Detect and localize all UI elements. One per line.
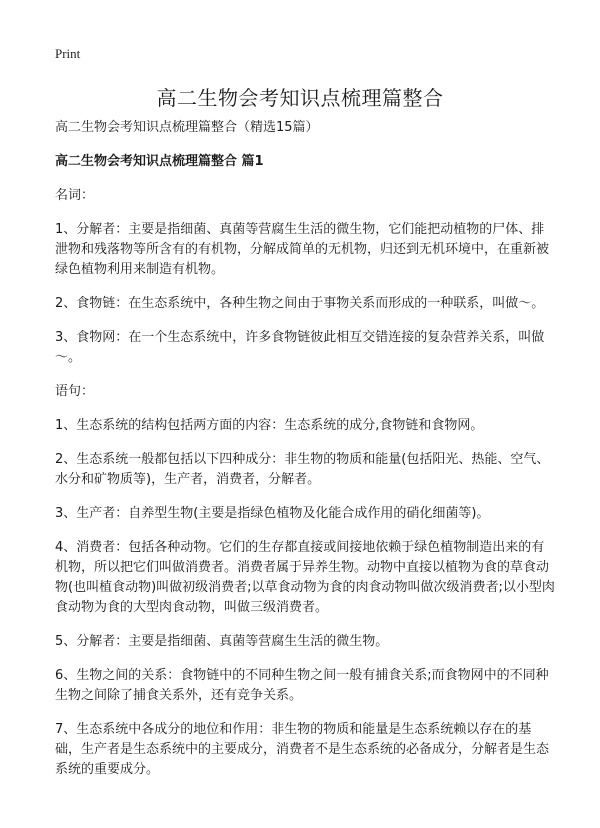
print-link[interactable]: Print bbox=[55, 46, 81, 61]
nouns-label: 名词： bbox=[55, 188, 95, 203]
document-body bbox=[55, 118, 555, 794]
sentence-paragraph: 2、生态系统一般都包括以下四种成分：非生物的物质和能量(包括阳光、热能、空气、水分和矿物质等)，生产者，消费者，分解者。 bbox=[55, 452, 550, 487]
section-heading: 高二生物会考知识点梳理篇整合 篇1 bbox=[55, 154, 264, 169]
sentence-paragraph: 7、生态系统中各成分的地位和作用：非生物的物质和能量是生态系统赖以存在的基础，生产者是生态系统中的主要成分，消费者不是生态系统的必备成分，分解者是生态系统的重要成分。 bbox=[55, 722, 550, 777]
sentence-paragraph: 1、生态系统的结构包括两方面的内容：生态系统的成分,食物链和食物网。 bbox=[55, 418, 484, 433]
sentences-label: 语句： bbox=[55, 384, 95, 399]
noun-paragraph: 3、食物网：在一个生态系统中，许多食物链彼此相互交错连接的复杂营养关系，叫做～。 bbox=[55, 330, 545, 365]
noun-paragraph: 2、食物链：在生态系统中，各种生物之间由于事物关系而形成的一种联系，叫做～。 bbox=[55, 296, 545, 311]
sentence-paragraph: 5、分解者：主要是指细菌、真菌等营腐生生活的微生物。 bbox=[55, 634, 389, 649]
sentence-paragraph: 3、生产者：自养型生物(主要是指绿色植物及化能合成作用的硝化细菌等)。 bbox=[55, 506, 490, 521]
noun-paragraph: 1、分解者：主要是指细菌、真菌等营腐生生活的微生物，它们能把动植物的尸体、排泄物和残落物等所含有的有机物，分解成简单的无机物，归还到无机环境中，在重新被绿色植物利用来制造有机物。 bbox=[55, 222, 550, 277]
sentence-paragraph: 4、消费者：包括各种动物。它们的生存都直接或间接地依赖于绿色植物制造出来的有机物，所以把它们叫做消费者。消费者属于异养生物。动物中直接以植物为食的草食动物(也叫植食动物)叫做初级消费者;以草食动物为食的肉食动物叫做次级消费者;以小型肉食动物为食的大型肉食动物，叫做三级消费者。 bbox=[55, 540, 555, 615]
sentence-paragraph: 6、生物之间的关系：食物链中的不同种生物之间一般有捕食关系;而食物网中的不同种生物之间除了捕食关系外，还有竞争关系。 bbox=[55, 668, 549, 703]
document-title: 高二生物会考知识点梳理篇整合 bbox=[156, 86, 444, 110]
document-subtitle: 高二生物会考知识点梳理篇整合（精选15篇） bbox=[55, 120, 319, 135]
